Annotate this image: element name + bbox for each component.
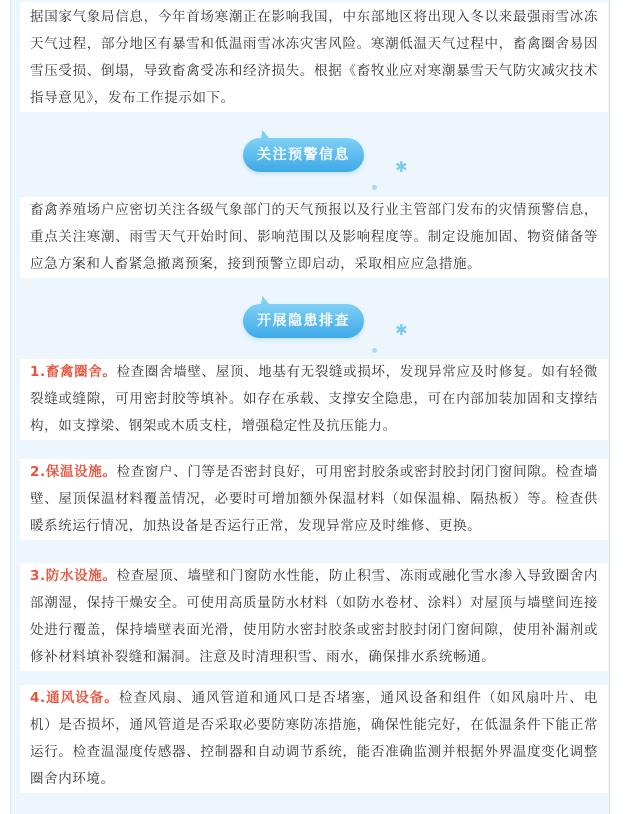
snowflake-icon: ✱ xyxy=(395,158,408,176)
inspection-paragraph xyxy=(30,459,598,540)
heading-bubble: 开展隐患排查 xyxy=(243,304,364,338)
section-heading-alert xyxy=(0,130,628,190)
item-lead: 4.通风设备。 xyxy=(30,690,119,706)
inspection-item-2 xyxy=(20,459,608,540)
snowflake-icon: ✱ xyxy=(395,321,408,339)
decor-dot xyxy=(372,185,377,190)
heading-bubble: 关注预警信息 xyxy=(243,138,364,172)
decor-dot xyxy=(372,348,377,353)
intro-card xyxy=(20,2,608,112)
inspection-item-3 xyxy=(20,563,608,671)
section-heading-inspection xyxy=(0,296,628,356)
item-lead: 1.畜禽圈舍。 xyxy=(30,364,117,380)
inspection-item-4 xyxy=(20,685,608,793)
item-text: 检查圈舍墙壁、屋顶、地基有无裂缝或损坏，发现异常应及时修复。如有轻微裂缝或缝隙，可用密封胶等填补。如存在承载、支撑安全隐患，可在内部加装加固和支撑结构，如支撑梁、钢架或木质支柱，增强稳定性及抗压能力。 xyxy=(30,364,598,434)
intro-paragraph: 据国家气象局信息，今年首场寒潮正在影响我国，中东部地区将出现入冬以来最强雨雪冰冻天气过程，部分地区有暴雪和低温雨雪冰冻灾害风险。寒潮低温天气过程中，畜禽圈舍易因雪压受损、倒塌，导致畜禽受冻和经济损失。根据《畜牧业应对寒潮暴雪天气防灾减灾技术指导意见》，发布工作提示如下。 xyxy=(30,9,598,106)
inspection-paragraph xyxy=(30,563,598,671)
inspection-paragraph xyxy=(30,359,598,440)
inspection-item-1 xyxy=(20,359,608,440)
item-text: 检查风扇、通风管道和通风口是否堵塞，通风设备和组件（如风扇叶片、电机）是否损坏，通风管道是否采取必要防寒防冻措施，确保性能完好，在低温条件下能正常运行。检查温湿度传感器、控制器和自动调节系统，能否准确监测并根据外界温度变化调整圈舍内环境。 xyxy=(30,690,598,787)
item-lead: 3.防水设施。 xyxy=(30,568,117,584)
alert-card xyxy=(20,197,608,278)
inspection-paragraph xyxy=(30,685,598,793)
item-lead: 2.保温设施。 xyxy=(30,464,117,480)
alert-paragraph: 畜禽养殖场户应密切关注各级气象部门的天气预报以及行业主管部门发布的灾情预警信息，重点关注寒潮、雨雪天气开始时间、影响范围以及影响程度等。制定设施加固、物资储备等应急方案和人畜紧急撤离预案，接到预警立即启动，采取相应应急措施。 xyxy=(30,202,598,272)
item-text: 检查窗户、门等是否密封良好，可用密封胶条或密封胶封闭门窗间隙。检查墙壁、屋顶保温材料覆盖情况，必要时可增加额外保温材料（如保温棉、隔热板）等。检查供暖系统运行情况，加热设备是否运行正常，发现异常应及时维修、更换。 xyxy=(30,464,598,534)
item-text: 检查屋顶、墙壁和门窗防水性能，防止积雪、冻雨或融化雪水渗入导致圈舍内部潮湿，保持干燥安全。可使用高质量防水材料（如防水卷材、涂料）对屋顶与墙壁间连接处进行覆盖，保持墙壁表面光滑，使用防水密封胶条或密封胶封闭门窗间隙，使用补漏剂或修补材料填补裂缝和漏洞。注意及时清理积雪、雨水，确保排水系统畅通。 xyxy=(30,568,598,665)
